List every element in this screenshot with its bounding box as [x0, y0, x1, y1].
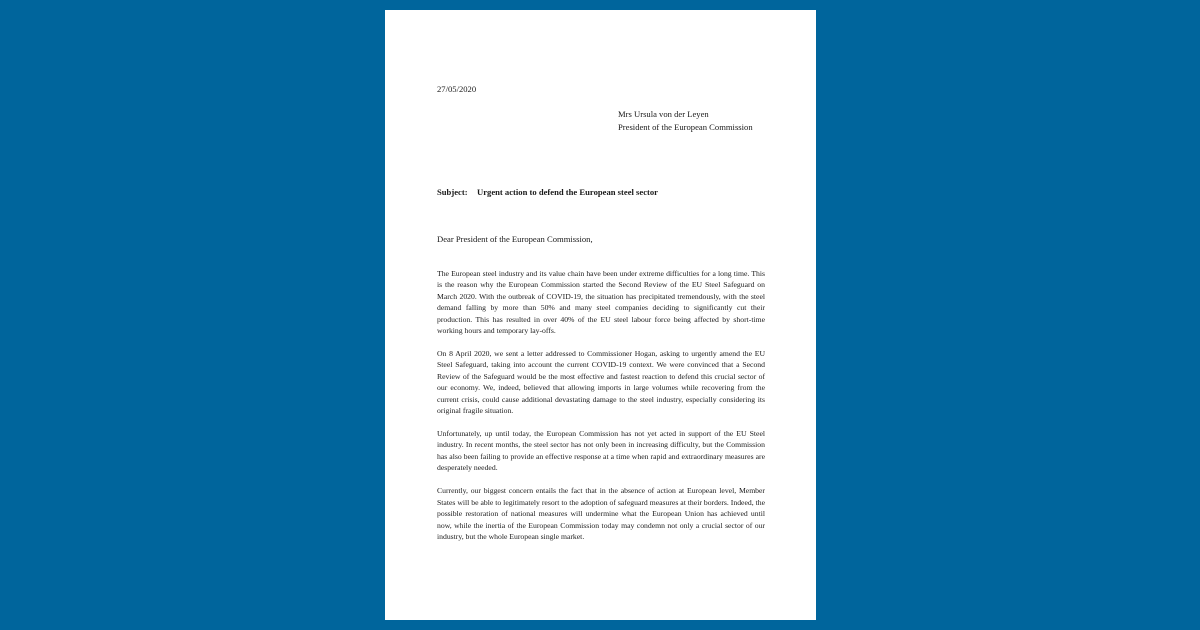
recipient-block [618, 108, 753, 134]
subject-line [437, 187, 658, 198]
letter-page [385, 10, 816, 620]
body-paragraph: On 8 April 2020, we sent a letter addressed to Commissioner Hogan, asking to urgently amend the EU Steel Safeguard, taking into account the current COVID-19 context. We were convinced that a Second Review of the Safeguard would be the most effective and fastest reaction to defend this crucial sector of our economy. We, indeed, believed that allowing imports in large volumes while recovering from the current crisis, could cause additional devastating damage to the steel industry, especially considering its original fragile situation. [437, 349, 765, 416]
body-paragraph: The European steel industry and its value chain have been under extreme difficulties for a long time. This is the reason why the European Commission started the Second Review of the EU Steel Safeguard on March 2020. With the outbreak of COVID-19, the situation has precipitated tremendously, with the steel demand falling by more than 50% and many steel companies deciding to significantly cut their production. This has resulted in over 40% of the EU steel labour force being affected by short-time working hours and temporary lay-offs. [437, 269, 765, 336]
letter-body [437, 268, 765, 554]
body-paragraph: Unfortunately, up until today, the European Commission has not yet acted in support of the EU Steel industry. In recent months, the steel sector has not only been in increasing difficulty, but the Commission has also been failing to provide an effective response at a time when rapid and extraordinary measures are desperately needed. [437, 429, 765, 473]
recipient-name: Mrs Ursula von der Leyen [618, 109, 709, 119]
letter-date: 27/05/2020 [437, 84, 477, 94]
subject-label: Subject: [437, 187, 468, 197]
salutation: Dear President of the European Commission, [437, 234, 593, 244]
subject-text: Urgent action to defend the European steel sector [477, 187, 658, 197]
body-paragraph: Currently, our biggest concern entails the fact that in the absence of action at European level, Member States will be able to legitimately resort to the adoption of safeguard measures at their borders. Indeed, the possible restoration of national measures will undermine what the European Union has achieved until now, while the inertia of the European Commission today may condemn not only a crucial sector of our industry, but the whole European single market. [437, 486, 765, 541]
recipient-title: President of the European Commission [618, 122, 753, 132]
